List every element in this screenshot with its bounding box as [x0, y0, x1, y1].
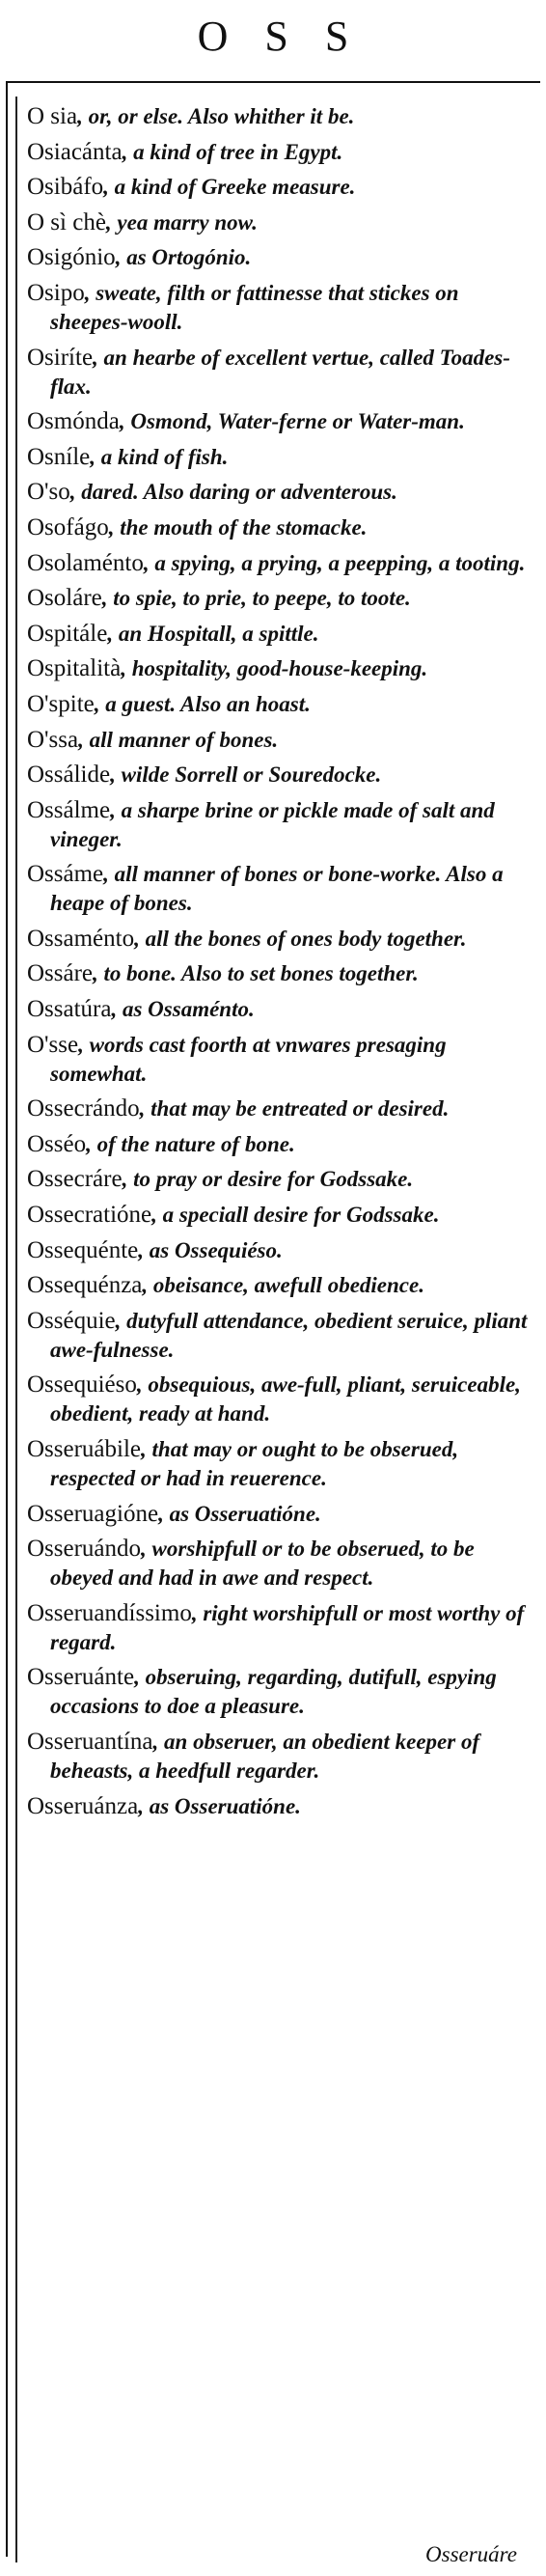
entry-headword: Osolaménto	[27, 549, 144, 576]
entry-definition: , that may or ought to be obserued, respected or had in reuerence.	[50, 1437, 459, 1490]
entry-headword: O'so	[27, 479, 70, 506]
dictionary-entry	[27, 1599, 529, 1657]
entry-definition: , that may be entreated or desired.	[139, 1096, 450, 1122]
entry-definition: , to spie, to prie, to peepe, to toote.	[101, 586, 411, 611]
dictionary-entry	[27, 513, 529, 542]
entry-definition: , all the bones of ones body together.	[134, 926, 467, 951]
entry-definition: , as Ossaménto.	[111, 997, 255, 1022]
entry-headword: Ospitalità	[27, 655, 122, 682]
entry-definition: , sweate, filth or fattinesse that stickes on sheepes-wooll.	[50, 280, 459, 334]
entry-definition: , the mouth of the stomacke.	[108, 514, 368, 540]
entry-headword: Ossequénza	[27, 1272, 143, 1299]
dictionary-entry	[27, 1031, 529, 1089]
entry-definition: , all manner of bones or bone-worke. Also a heape of bones.	[50, 862, 504, 916]
dictionary-entry	[27, 407, 529, 436]
dictionary-entry	[27, 102, 529, 131]
dictionary-entry	[27, 1792, 529, 1821]
entry-definition: , a kind of tree in Egypt.	[122, 139, 343, 164]
entry-headword: Osseruantína	[27, 1728, 153, 1755]
dictionary-entry	[27, 173, 529, 202]
entry-headword: Ossáre	[27, 960, 94, 987]
catchword: Osseruáre	[425, 2542, 517, 2566]
dictionary-entry	[27, 925, 529, 954]
dictionary-entry	[27, 138, 529, 167]
entry-definition: , obsequious, awe-full, pliant, seruiceable, obedient, ready at hand.	[50, 1372, 521, 1426]
entry-headword: O'sse	[27, 1031, 79, 1058]
entry-definition: , yea marry now.	[105, 209, 258, 235]
entry-headword: Osiacánta	[27, 138, 123, 165]
dictionary-entry	[27, 208, 529, 237]
entry-headword: O sia	[27, 103, 78, 129]
entry-definition: , dared. Also daring or adventerous.	[69, 480, 397, 505]
entry-headword: Osofágo	[27, 513, 109, 540]
entry-definition: , to bone. Also to set bones together.	[93, 961, 419, 986]
entry-definition: , as Osseruatióne.	[158, 1501, 321, 1526]
running-head: OSS	[197, 13, 386, 60]
dictionary-entry	[27, 1535, 529, 1593]
entry-headword: Osibáfo	[27, 174, 104, 201]
entry-headword: Osseruánte	[27, 1664, 135, 1691]
dictionary-entry	[27, 443, 529, 472]
dictionary-entry	[27, 1728, 529, 1786]
dictionary-entry	[27, 1307, 529, 1365]
column-rule	[15, 97, 17, 2562]
dictionary-entry	[27, 478, 529, 507]
dictionary-entry	[27, 796, 529, 854]
entry-definition: , a speciall desire for Godssake.	[151, 1203, 440, 1228]
entry-list	[27, 102, 529, 1827]
entry-headword: Ossáme	[27, 861, 104, 888]
entry-headword: Osséquie	[27, 1307, 116, 1334]
entry-headword: Ossecráre	[27, 1166, 123, 1193]
entry-definition: , a kind of fish.	[90, 444, 229, 469]
dictionary-entry	[27, 690, 529, 719]
entry-headword: Osmónda	[27, 408, 120, 435]
entry-headword: Osníle	[27, 443, 91, 470]
entry-definition: , words cast foorth at vnwares presaging somewhat.	[50, 1032, 447, 1086]
entry-headword: Osseruábile	[27, 1436, 142, 1462]
dictionary-entry	[27, 726, 529, 755]
entry-definition: , a kind of Greeke measure.	[103, 175, 356, 200]
entry-headword: Osseruagióne	[27, 1500, 159, 1527]
entry-definition: , to pray or desire for Godssake.	[122, 1167, 414, 1192]
dictionary-entry	[27, 1435, 529, 1493]
entry-headword: Osséo	[27, 1130, 87, 1157]
entry-headword: Ossaménto	[27, 925, 135, 952]
entry-headword: Ossequiéso	[27, 1371, 137, 1399]
entry-headword: Osseruandíssimo	[27, 1599, 192, 1626]
dictionary-entry	[27, 1236, 529, 1265]
dictionary-entry	[27, 1500, 529, 1529]
dictionary-entry	[27, 1094, 529, 1123]
entry-definition: , as Ortogónio.	[115, 245, 252, 270]
entry-definition: , worshipfull or to be obserued, to be obeyed and had in awe and respect.	[50, 1537, 475, 1591]
entry-definition: , dutyfull attendance, obedient seruice, pliant awe-fulnesse.	[50, 1308, 528, 1362]
entry-definition: , a guest. Also an hoast.	[94, 691, 311, 716]
entry-definition: , Osmond, Water-ferne or Water-man.	[119, 409, 465, 434]
entry-definition: , obseruing, regarding, dutifull, espying occasions to doe a pleasure.	[50, 1665, 497, 1719]
entry-headword: Ossatúra	[27, 996, 112, 1023]
dictionary-entry	[27, 279, 529, 337]
dictionary-entry	[27, 959, 529, 988]
entry-definition: , or, or else. Also whither it be.	[77, 104, 355, 128]
dictionary-entry	[27, 1271, 529, 1300]
dictionary-entry	[27, 549, 529, 578]
dictionary-entry	[27, 344, 529, 402]
entry-definition: , obeisance, awefull obedience.	[142, 1273, 424, 1298]
dictionary-entry	[27, 1130, 529, 1159]
entry-definition: , a spying, a prying, a peepping, a tooting.	[143, 550, 526, 575]
dictionary-entry	[27, 1371, 529, 1428]
entry-definition: , wilde Sorrell or Souredocke.	[110, 762, 382, 788]
entry-headword: O sì chè	[27, 208, 106, 235]
frame-left-rule	[6, 81, 8, 2557]
dictionary-entry	[27, 1165, 529, 1194]
dictionary-entry	[27, 243, 529, 272]
entry-headword: Ossálide	[27, 762, 111, 789]
frame-top-rule	[6, 81, 540, 83]
entry-headword: O'spite	[27, 690, 95, 717]
entry-headword: Osipo	[27, 279, 85, 306]
entry-definition: , right worshipfull or most worthy of regard.	[50, 1600, 525, 1654]
entry-definition: , an hearbe of excellent vertue, called Toades-flax.	[50, 345, 510, 399]
dictionary-entry	[27, 995, 529, 1024]
entry-headword: Ospitále	[27, 620, 108, 647]
entry-headword: Osiríte	[27, 344, 94, 371]
entry-headword: O'ssa	[27, 726, 79, 753]
dictionary-entry	[27, 584, 529, 613]
entry-definition: , as Osseruatióne.	[138, 1793, 301, 1818]
entry-definition: , all manner of bones.	[78, 727, 279, 752]
dictionary-entry	[27, 654, 529, 683]
entry-headword: Osoláre	[27, 585, 102, 612]
dictionary-entry	[27, 1663, 529, 1721]
dictionary-entry	[27, 761, 529, 789]
entry-definition: , of the nature of bone.	[86, 1131, 295, 1156]
entry-headword: Ossálme	[27, 796, 111, 823]
entry-definition: , hospitality, good-house-keeping.	[121, 656, 428, 681]
entry-headword: Ossecratióne	[27, 1202, 152, 1229]
entry-headword: Osseruándo	[27, 1536, 142, 1563]
entry-headword: Ossequénte	[27, 1236, 139, 1263]
dictionary-entry	[27, 620, 529, 649]
entry-definition: , a sharpe brine or pickle made of salt and vineger.	[50, 797, 495, 851]
entry-headword: Osigónio	[27, 244, 116, 271]
entry-headword: Osseruánza	[27, 1792, 139, 1819]
dictionary-entry	[27, 860, 529, 918]
dictionary-entry	[27, 1201, 529, 1230]
entry-definition: , an obseruer, an obedient keeper of beheasts, a heedfull regarder.	[50, 1729, 480, 1783]
entry-headword: Ossecrándo	[27, 1095, 140, 1122]
entry-definition: , as Ossequiéso.	[138, 1237, 283, 1262]
entry-definition: , an Hospitall, a spittle.	[107, 621, 319, 646]
